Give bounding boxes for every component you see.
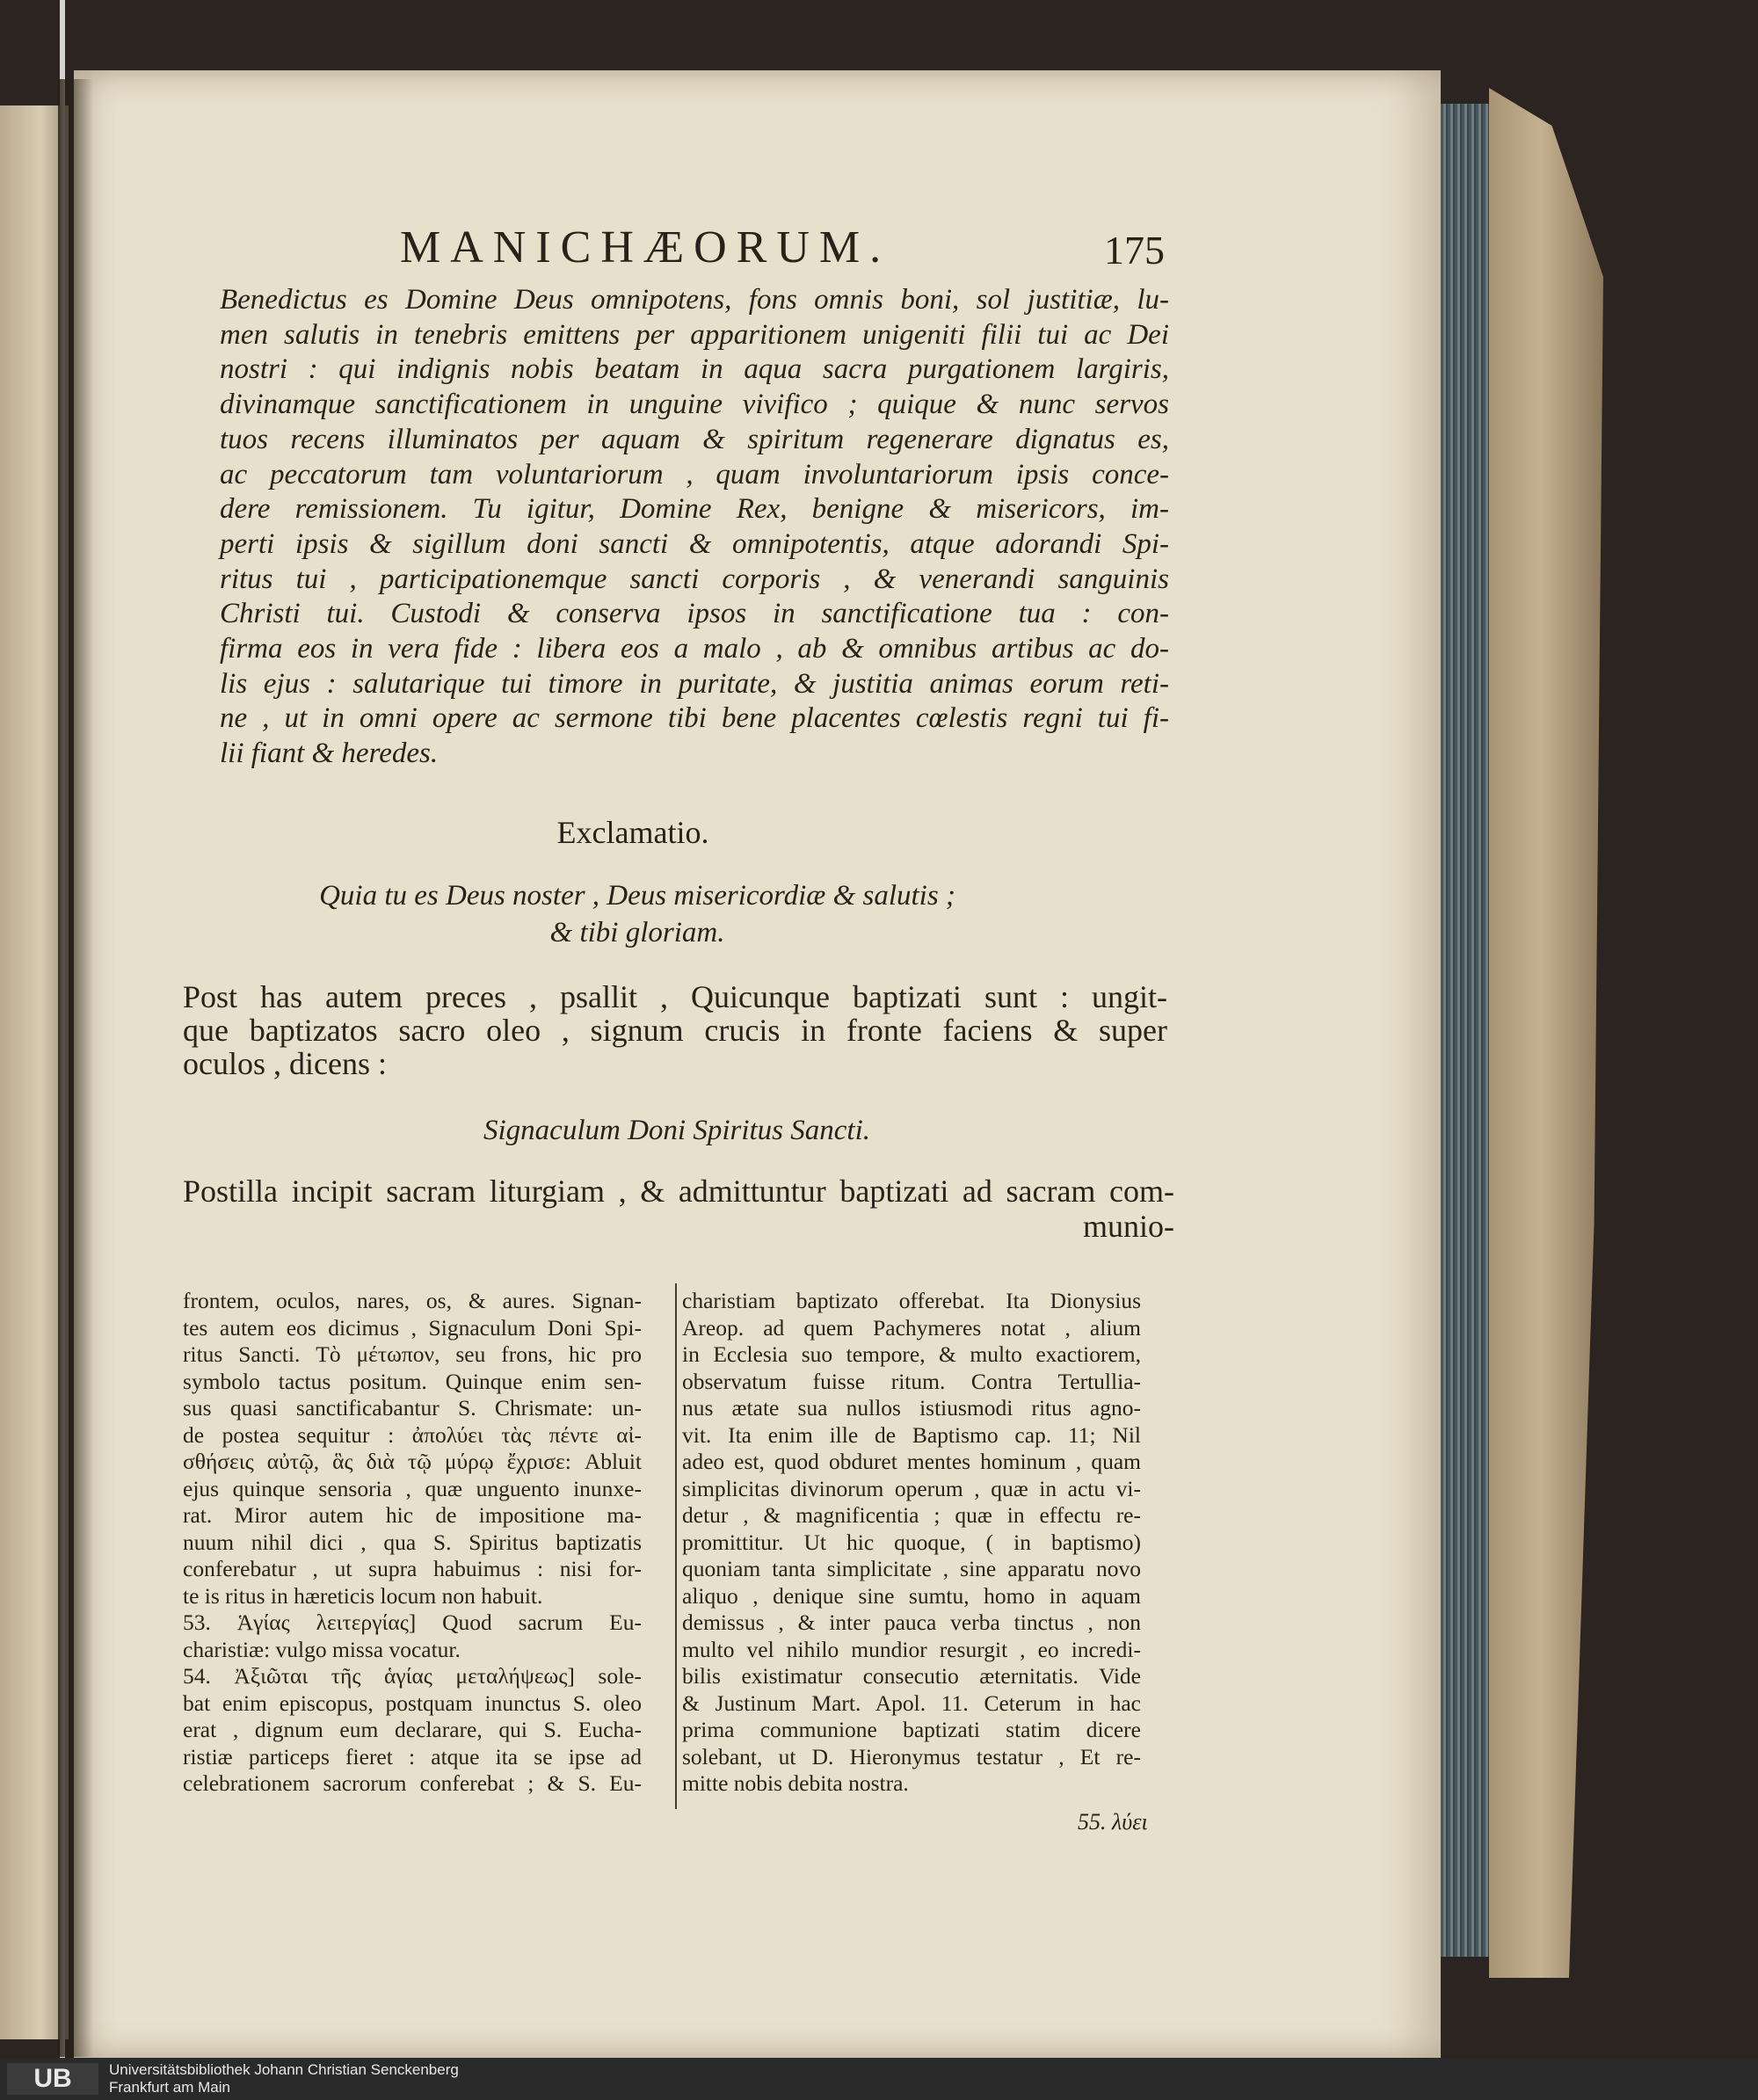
footnote-line: nuum nihil dici , qua S. Spiritus baptizatis — [183, 1529, 642, 1555]
footnote-line: Areop. ad quem Pachymeres notat , alium — [682, 1314, 1141, 1341]
footnote-line: de postea sequitur : ἀπολύει τὰς πέντε αἰ- — [183, 1421, 642, 1448]
footnote-line: simplicitas divinorum operum , quæ in actu vi- — [682, 1475, 1141, 1501]
library-logo[interactable]: UB — [7, 2063, 98, 2095]
footnote-line: nus ætate sua nullos istiusmodi ritus agno- — [682, 1395, 1141, 1421]
footnotes-left-column — [183, 1288, 642, 1798]
body-paragraph — [183, 1174, 1174, 1244]
footnote-line: celebrationem sacrorum conferebat ; & S. Eu- — [183, 1770, 642, 1796]
footnote-line: detur , & magnificentia ; quæ in effectu re- — [682, 1502, 1141, 1528]
exclamatio-text — [0, 877, 1275, 951]
library-name — [109, 2061, 459, 2096]
footnote-line: erat , dignum eum declarare, qui S. Eucha- — [183, 1717, 642, 1742]
signaculum-formula: Signaculum Doni Spiritus Sancti. — [483, 1115, 870, 1146]
exclamatio-line: & tibi gloriam. — [549, 917, 725, 948]
footnote-line: in Ecclesia suo tempore, & multo exactiorem, — [682, 1341, 1141, 1367]
library-location-line: Frankfurt am Main — [109, 2079, 230, 2096]
footnote-line: ristiæ particeps fieret : atque ita se ipse ad — [183, 1743, 642, 1769]
library-name-line: Universitätsbibliothek Johann Christian Senckenberg — [109, 2061, 459, 2078]
footnote-line: te is ritus in hæreticis locum non habuit. — [183, 1582, 543, 1609]
prayer-line: ne , ut in omni opere ac sermone tibi bene placentes cœlestis regni tui fi- — [220, 702, 1169, 735]
footnote-line: mitte nobis debita nostra. — [682, 1770, 909, 1796]
prayer-line: men salutis in tenebris emittens per apparitionem unigeniti filii tui ac Dei — [220, 318, 1169, 351]
footnote-line: quoniam tanta simplicitate , sine apparatu novo — [682, 1556, 1141, 1581]
footnote-line: observatum fuisse ritum. Contra Tertullia- — [682, 1368, 1141, 1394]
footnote-line: aliquo , denique sine sumtu, homo in aquam — [682, 1582, 1141, 1609]
prayer-line: lii fiant & heredes. — [220, 738, 439, 770]
footnote-line: rat. Miror autem hic de impositione ma- — [183, 1502, 642, 1528]
footnote-line: frontem, oculos, nares, os, & aures. Signan- — [183, 1288, 642, 1313]
footnote-line: ejus quinque sensoria , quæ unguento inunxe- — [183, 1475, 642, 1501]
book-binding — [1489, 88, 1603, 1978]
footnote-line: tes autem eos dicimus , Signaculum Doni Spi- — [183, 1314, 642, 1341]
footnote-line: & Justinum Mart. Apol. 11. Ceterum in hac — [682, 1689, 1141, 1716]
footnote-line: charistiam baptizato offerebat. Ita Dionysius — [682, 1288, 1141, 1313]
footnote-line: conferebatur , ut supra habuimus : nisi for- — [183, 1556, 642, 1581]
column-rule — [675, 1283, 677, 1809]
footnote-line: symbolo tactus positum. Quinque enim sen- — [183, 1368, 642, 1394]
body-line: Post has autem preces , psallit , Quicunque baptizati sunt : ungit- — [183, 979, 1167, 1014]
prayer-line: ritus tui , participationemque sancti corporis , & venerandi sanguinis — [220, 563, 1169, 595]
prayer-line: perti ipsis & sigillum doni sancti & omnipotentis, atque adorandi Spi- — [220, 527, 1169, 560]
footnote-line: multo vel nihilo mundior resurgit , eo incredi- — [682, 1636, 1141, 1662]
body-line: que baptizatos sacro oleo , signum crucis in fronte faciens & super — [183, 1013, 1167, 1048]
prayer-line: nostri : qui indignis nobis beatam in aqua sacra purgationem largiris, — [220, 353, 1169, 386]
body-line: munio- — [1083, 1209, 1174, 1244]
footnote-line: bat enim episcopus, postquam inunctus S. oleo — [183, 1689, 642, 1716]
exclamatio-line: Quia tu es Deus noster , Deus misericordiæ & salutis ; — [319, 880, 955, 912]
prayer-text — [220, 283, 1169, 772]
running-title: MANICHÆORUM. — [400, 222, 891, 272]
footnote-line: prima communione baptizati statim dicere — [682, 1717, 1141, 1742]
footnote-line: promittitur. Ut hic quoque, ( in baptismo) — [682, 1529, 1141, 1555]
footnote-line: adeo est, quod obduret mentes hominum , quam — [682, 1449, 1141, 1474]
footnote-line: demissus , & inter pauca verba tinctus , non — [682, 1610, 1141, 1635]
footnote-line: vit. Ita enim ille de Baptismo cap. 11; Nil — [682, 1421, 1141, 1448]
page-block-edge — [1441, 104, 1489, 1957]
footer-bar — [0, 2058, 1758, 2100]
prayer-line: Benedictus es Domine Deus omnipotens, fons omnis boni, sol justitiæ, lu- — [220, 284, 1169, 316]
body-paragraph — [183, 980, 1167, 1080]
body-line: Postilla incipit sacram liturgiam , & admittuntur baptizati ad sacram com- — [183, 1174, 1174, 1209]
prayer-line: tuos recens illuminatos per aquam & spiritum regenerare dignatus es, — [220, 423, 1169, 455]
footnote-line: 54. Ἀξιῶται τῆς ἁγίας μεταλήψεως] sole- — [183, 1663, 642, 1689]
body-line: oculos , dicens : — [183, 1046, 387, 1081]
catchword: 55. λύει — [1078, 1809, 1148, 1835]
footnote-line: 53. Ἁγίας λειτεργίας] Quod sacrum Eu- — [183, 1610, 642, 1635]
prayer-line: Christi tui. Custodi & conserva ipsos in sanctificatione tua : con- — [220, 598, 1169, 630]
footnotes-right-column — [682, 1288, 1141, 1798]
prayer-line: ac peccatorum tam voluntariorum , quam involuntariorum ipsis conce- — [220, 458, 1169, 490]
footnote-line: σθήσεις αὐτῷ, ἃς διὰ τῷ μύρῳ ἔχρισε: Abluit — [183, 1449, 642, 1474]
footnote-line: solebant, ut D. Hieronymus testatur , Et re- — [682, 1743, 1141, 1769]
prayer-line: divinamque sanctificationem in unguine vivifico ; quique & nunc servos — [220, 389, 1169, 421]
section-heading: Exclamatio. — [556, 815, 709, 850]
prayer-line: dere remissionem. Tu igitur, Domine Rex, benigne & misericors, im- — [220, 493, 1169, 526]
prayer-line: firma eos in vera fide : libera eos a malo , ab & omnibus artibus ac do- — [220, 633, 1169, 665]
page-number: 175 — [1104, 228, 1165, 272]
prayer-line: lis ejus : salutarique tui timore in puritate, & justitia animas eorum reti- — [220, 667, 1169, 700]
footnote-line: sus quasi sanctificabantur S. Chrismate: un- — [183, 1395, 642, 1421]
footnote-line: ritus Sancti. Τὸ μέτωπον, seu frons, hic pro — [183, 1341, 642, 1367]
gutter-shadow — [58, 79, 93, 2057]
footnote-line: bilis existimatur consecutio æternitatis. Vide — [682, 1663, 1141, 1689]
footnote-line: charistiæ: vulgo missa vocatur. — [183, 1636, 461, 1662]
